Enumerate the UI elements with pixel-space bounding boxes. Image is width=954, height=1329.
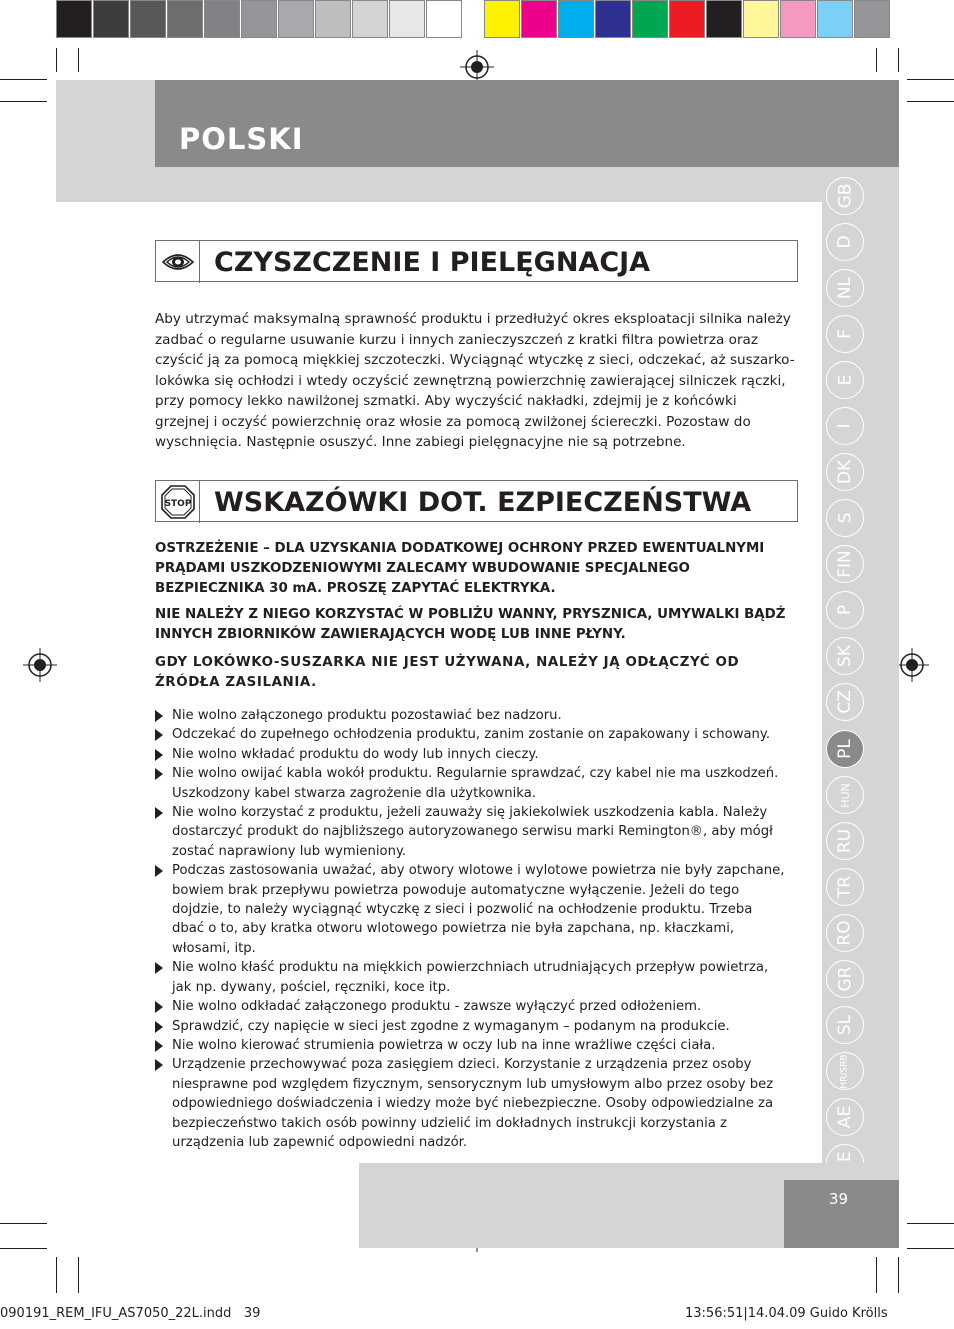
color-swatch [817, 0, 853, 38]
triangle-bullet-icon [155, 807, 163, 819]
list-item-text: Nie wolno odkładać załączonego produktu - zawsze wyłączyć przed odłożeniem. [172, 999, 702, 1015]
list-item [155, 1055, 785, 1152]
language-title-band [155, 80, 899, 167]
list-item [155, 725, 785, 744]
color-swatch [241, 0, 277, 38]
crop-mark [0, 79, 47, 80]
stop-sign-icon [156, 481, 200, 523]
list-item-text: Sprawdzić, czy napięcie w sieci jest zgodne z wymaganym – podanym na produkcie. [172, 1018, 730, 1034]
list-item [155, 861, 785, 958]
language-tab-label: PL [834, 739, 855, 759]
color-swatch [389, 0, 425, 38]
list-item [155, 1017, 785, 1036]
list-item [155, 764, 785, 803]
gray-swatch-bar [56, 0, 463, 40]
color-swatch [632, 0, 668, 38]
crop-mark [898, 48, 899, 72]
crop-mark [78, 1257, 79, 1293]
language-tab-label: HR/SRB [839, 1053, 850, 1089]
warning-rcd: OSTRZEŻENIE – DLA UZYSKANIA DODATKOWEJ OCHRONY PRZED EWENTUALNYMI PRĄDAMI USZKODZENIOWYMI ZALECAMY WBUDOWANIE SPECJALNEGO BEZPIECZNIKA 30 mA. PROSZĘ ZAPYTAĆ ELEKTRYKA. [155, 541, 765, 596]
triangle-bullet-icon [155, 962, 163, 974]
list-item [155, 1036, 785, 1055]
language-tab-pl [826, 730, 864, 768]
language-tab-label: NL [834, 276, 855, 300]
registration-mark-icon [895, 648, 929, 682]
color-swatch [426, 0, 462, 38]
language-tab-hun [826, 776, 864, 814]
page-title: POLSKI [179, 122, 304, 156]
color-swatch [56, 0, 92, 38]
list-item-text: Urządzenie przechowywać poza zasięgiem dzieci. Korzystanie z urządzenia przez osoby niesprawne pod względem fizycznym, sensorycznym lub umysłowym albo przez osoby bez odpowiedniego doświadczenia i wiedzy może być niebezpieczne. Osoby odpowiedzialne za bezpieczeństwo takich osób powinny udzielić im dokładnych instrukcji korzystania z urządzenia lub zapewnić odpowiedni nadzór. [172, 1057, 774, 1150]
list-item [155, 745, 785, 764]
color-swatch [706, 0, 742, 38]
list-item-text: Nie wolno owijać kabla wokół produktu. Regularnie sprawdzać, czy kabel nie ma uszkodzeń. Uszkodzony kabel stwarza zagrożenie dla użytkownika. [172, 766, 779, 801]
language-tab-gb [826, 177, 864, 215]
language-tab-d [826, 223, 864, 261]
triangle-bullet-icon [155, 768, 163, 780]
color-swatch [130, 0, 166, 38]
triangle-bullet-icon [155, 1040, 163, 1052]
language-tab-label: RO [834, 920, 855, 946]
triangle-bullet-icon [155, 865, 163, 877]
language-tab-sl [826, 1006, 864, 1044]
color-swatch [595, 0, 631, 38]
crop-mark [0, 101, 47, 102]
language-tab-ru [826, 822, 864, 860]
language-tab-p [826, 591, 864, 629]
language-tab-cz [826, 683, 864, 721]
language-tab-label: SK [834, 645, 855, 667]
language-tab-f [826, 315, 864, 353]
language-tab-label: GB [835, 183, 855, 209]
crop-mark [876, 1257, 877, 1293]
language-tab-dk [826, 453, 864, 491]
svg-text:STOP: STOP [164, 499, 191, 509]
language-tab-fin [826, 545, 864, 583]
color-swatch [780, 0, 816, 38]
crop-mark [907, 1223, 954, 1224]
warning-unplug: GDY LOKÓWKO-SUSZARKA NIE JEST UŻYWANA, NALEŻY JĄ ODŁĄCZYĆ OD ŹRÓDŁA ZASILANIA. [155, 655, 740, 690]
cleaning-text: Aby utrzymać maksymalną sprawność produktu i przedłużyć okres eksploatacji silnika należy zadbać o regularne usuwanie kurzu i innych zanieczyszczeń z kratki filtra powietrza oraz czyścić ją za pomocą miękkiej szczoteczki. Wyciągnąć wtyczkę z sieci, odczekać, aż suszarko-lokówka się ochłodzi i wtedy oczyścić zewnętrzną powierzchnię zawierającej silniczek rączki, przy pomocy lekko nawilżonej szmatki. Aby wyczyścić nakładki, zdejmij je z końcówki grzejnej i oczyść powierzchnię oraz włosie za pomocą zwilżonej ściereczki. Pozostaw do wyschnięcia. Następnie osuszyć. Inne zabiegi pielęgnacyjne nie są potrzebne. [155, 311, 795, 450]
language-tab-label: HUN [838, 782, 852, 808]
color-swatch [854, 0, 890, 38]
language-tab-label: E [835, 374, 855, 386]
crop-mark [876, 48, 877, 72]
color-swatch [521, 0, 557, 38]
language-tab-gr [826, 960, 864, 998]
color-swatch [93, 0, 129, 38]
list-item [155, 997, 785, 1016]
eye-icon [156, 241, 200, 283]
language-tab-label: CZ [835, 690, 855, 714]
color-swatch [484, 0, 520, 38]
color-swatch [167, 0, 203, 38]
language-tab-ae [826, 1098, 864, 1136]
language-tab-label: SL [834, 1014, 855, 1036]
language-tab-hr-srb [826, 1052, 864, 1090]
list-item-text: Nie wolno kierować strumienia powietrza w oczy lub na inne wrażliwe części ciała. [172, 1037, 716, 1053]
language-tab-s [826, 499, 864, 537]
color-swatch-bar [484, 0, 891, 40]
color-swatch [315, 0, 351, 38]
list-item-text: Nie wolno korzystać z produktu, jeżeli zauważy się jakiekolwiek uszkodzenia kabla. Należy dostarczyć produkt do najbliższego autoryzowanego serwisu marki Remington®, aby mógł zostać naprawiony lub wymieniony. [172, 805, 773, 859]
language-tab-ro [826, 914, 864, 952]
language-tab-label: GR [835, 966, 855, 992]
language-tab-label: P [834, 604, 855, 616]
triangle-bullet-icon [155, 1059, 163, 1071]
list-item [155, 958, 785, 997]
list-item-text: Podczas zastosowania uważać, aby otwory wlotowe i wylotowe powietrza nie były zapchane, bowiem brak przepływu powietrza powoduje automatyczne wyłączenie. Jeżeli do tego dojdzie, to należy wyciągnąć wtyczkę z sieci i pozwolić na ochłodzenie produktu. Trzeba dbać o to, aby kratka otworu wlotowego powietrza nie była zapchana, np. kłaczkami, włosami, itp. [172, 863, 785, 956]
language-tab-label: F [835, 329, 855, 339]
safety-section-header [155, 480, 798, 522]
language-tab-label: TR [834, 875, 855, 899]
triangle-bullet-icon [155, 729, 163, 741]
triangle-bullet-icon [155, 749, 163, 761]
crop-mark [907, 1248, 954, 1249]
color-swatch [204, 0, 240, 38]
color-swatch [278, 0, 314, 38]
list-item-text: Nie wolno kłaść produktu na miękkich powierzchniach utrudniających przepływ powietrza, jak np. dywany, pościel, ręczniki, koce itp. [172, 960, 769, 995]
registration-mark-icon [460, 50, 494, 84]
language-tab-sk [826, 637, 864, 675]
crop-mark [78, 48, 79, 72]
list-item-text: Nie wolno wkładać produktu do wody lub innych cieczy. [172, 746, 539, 762]
color-swatch [558, 0, 594, 38]
color-swatch [669, 0, 705, 38]
list-item-text: Nie wolno załączonego produktu pozostawiać bez nadzoru. [172, 708, 562, 723]
language-tab-label: DK [835, 459, 855, 485]
crop-mark [907, 101, 954, 102]
registration-mark-icon [23, 648, 57, 682]
safety-list [155, 706, 785, 1152]
safety-section-title: WSKAZÓWKI DOT. EZPIECZEŃSTWA [214, 487, 752, 518]
triangle-bullet-icon [155, 710, 163, 722]
cleaning-section-header [155, 240, 798, 282]
language-tab-e [826, 361, 864, 399]
warning-water: NIE NALEŻY Z NIEGO KORZYSTAĆ W POBLIŻU WANNY, PRYSZNICA, UMYWALKI BĄDŹ INNYCH ZBIORNIKÓW ZAWIERAJĄCYCH WODĘ LUB INNE PŁYNY. [155, 607, 786, 642]
language-tab-label: RU [834, 828, 855, 854]
list-item [155, 803, 785, 861]
crop-mark [0, 1248, 47, 1249]
crop-mark [0, 1223, 47, 1224]
language-tab-label: D [835, 235, 855, 249]
list-item-text: Odczekać do zupełnego ochłodzenia produktu, zanim zostanie on zapakowany i schowany. [172, 727, 771, 743]
language-tab-nl [826, 269, 864, 307]
crop-mark [907, 79, 954, 80]
language-tab-label: S [834, 512, 855, 524]
language-tab-tr [826, 868, 864, 906]
color-swatch [743, 0, 779, 38]
crop-mark [56, 48, 57, 72]
crop-mark [898, 1257, 899, 1293]
page-number-box [784, 1180, 899, 1248]
footer-file-name: 090191_REM_IFU_AS7050_22L.indd 39 [0, 1306, 261, 1321]
language-tab-label: AE [835, 1105, 855, 1129]
crop-mark [56, 1257, 57, 1293]
triangle-bullet-icon [155, 1001, 163, 1013]
list-item [155, 706, 785, 725]
triangle-bullet-icon [155, 1021, 163, 1033]
color-swatch [352, 0, 388, 38]
language-tab-label: I [834, 423, 855, 429]
page-number: 39 [829, 1190, 849, 1208]
language-tab-label: FIN [834, 550, 855, 578]
language-tab-i [826, 407, 864, 445]
cleaning-section-title: CZYSZCZENIE I PIELĘGNACJA [214, 247, 651, 278]
footer-timestamp: 13:56:51|14.04.09 Guido Krölls [685, 1306, 888, 1321]
